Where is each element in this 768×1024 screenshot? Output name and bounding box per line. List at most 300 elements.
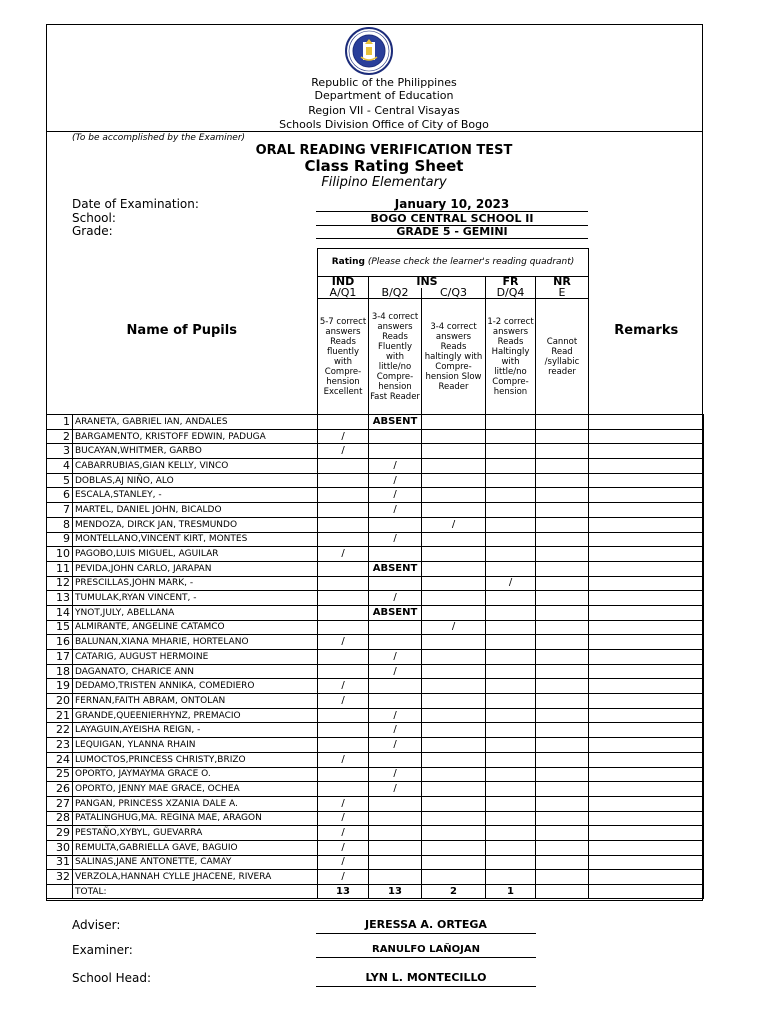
- remarks-cell: [589, 870, 704, 885]
- rating-cell: [536, 503, 589, 518]
- row-number: 8: [47, 517, 73, 532]
- table-row: [47, 840, 704, 855]
- row-number: 26: [47, 782, 73, 797]
- rating-cell: [369, 620, 422, 635]
- rating-cell: [422, 650, 486, 665]
- remarks-cell: [589, 767, 704, 782]
- rating-cell: [486, 664, 536, 679]
- rating-cell: [536, 635, 589, 650]
- row-number: 24: [47, 752, 73, 767]
- row-number: 22: [47, 723, 73, 738]
- row-number: 21: [47, 708, 73, 723]
- table-row: [47, 752, 704, 767]
- rating-cell: [422, 840, 486, 855]
- rating-cell: [422, 738, 486, 753]
- pupil-name: TUMULAK,RYAN VINCENT, -: [73, 591, 318, 606]
- rating-cell: [422, 782, 486, 797]
- rating-cell: [536, 459, 589, 474]
- name-of-pupils-header: Name of Pupils: [47, 249, 318, 415]
- rating-cell: [422, 473, 486, 488]
- row-number: 27: [47, 796, 73, 811]
- rating-cell: [318, 459, 369, 474]
- table-row: [47, 459, 704, 474]
- rating-cell: [422, 870, 486, 885]
- remarks-cell: [589, 620, 704, 635]
- check-mark: /: [318, 694, 369, 709]
- check-mark: /: [486, 576, 536, 591]
- check-mark: /: [318, 752, 369, 767]
- rating-table: [46, 248, 704, 899]
- pupil-name: YNOT,JULY, ABELLANA: [73, 605, 318, 620]
- table-row: [47, 708, 704, 723]
- rating-cell: [369, 429, 422, 444]
- remarks-cell: [589, 708, 704, 723]
- rating-cell: [486, 591, 536, 606]
- pupil-name: LUMOCTOS,PRINCESS CHRISTY,BRIZO: [73, 752, 318, 767]
- pupil-name: DOBLAS,AJ NIÑO, ALO: [73, 473, 318, 488]
- check-mark: /: [369, 782, 422, 797]
- check-mark: /: [422, 620, 486, 635]
- grade-label: Grade:: [72, 224, 113, 238]
- quadrant-b-q2: B/Q2: [369, 288, 422, 299]
- rating-cell: [536, 576, 589, 591]
- rating-cell: [369, 840, 422, 855]
- remarks-cell: [589, 650, 704, 665]
- remarks-cell: [589, 459, 704, 474]
- rating-cell: [486, 694, 536, 709]
- rating-cell: [369, 826, 422, 841]
- rating-cell: [486, 415, 536, 430]
- row-number: 7: [47, 503, 73, 518]
- table-row: [47, 811, 704, 826]
- rating-cell: [536, 840, 589, 855]
- table-row: [47, 444, 704, 459]
- desc-e: Cannot Read /syllabic reader: [536, 299, 589, 415]
- rating-cell: [486, 517, 536, 532]
- remarks-cell: [589, 561, 704, 576]
- table-row: [47, 503, 704, 518]
- rating-cell: [422, 415, 486, 430]
- rating-cell: [318, 532, 369, 547]
- pupil-name: LEQUIGAN, YLANNA RHAIN: [73, 738, 318, 753]
- school-head-name: LYN L. MONTECILLO: [316, 971, 536, 987]
- pupil-name: GRANDE,QUEENIERHYNZ, PREMACIO: [73, 708, 318, 723]
- row-number: 9: [47, 532, 73, 547]
- rating-cell: [486, 635, 536, 650]
- remarks-cell: [589, 517, 704, 532]
- check-mark: /: [318, 679, 369, 694]
- school-head-label: School Head:: [72, 971, 152, 985]
- check-mark: /: [318, 811, 369, 826]
- rating-cell: [318, 723, 369, 738]
- rating-cell: [536, 473, 589, 488]
- rating-cell: [536, 723, 589, 738]
- rating-cell: [318, 664, 369, 679]
- row-number: 28: [47, 811, 73, 826]
- rating-cell: [486, 444, 536, 459]
- examiner-label: Examiner:: [72, 943, 133, 957]
- check-mark: /: [318, 635, 369, 650]
- rating-cell: [422, 547, 486, 562]
- rating-cell: [318, 517, 369, 532]
- rating-cell: [369, 811, 422, 826]
- pupil-name: MARTEL, DANIEL JOHN, BICALDO: [73, 503, 318, 518]
- pupil-name: REMULTA,GABRIELLA GAVE, BAGUIO: [73, 840, 318, 855]
- table-row: [47, 605, 704, 620]
- remarks-cell: [589, 547, 704, 562]
- rating-cell: [536, 488, 589, 503]
- level-code-nr: NR: [536, 277, 589, 288]
- rating-cell: [369, 547, 422, 562]
- remarks-cell: [589, 591, 704, 606]
- table-row: [47, 796, 704, 811]
- rating-cell: [369, 517, 422, 532]
- rating-cell: [536, 782, 589, 797]
- rating-cell: [536, 547, 589, 562]
- form-subtitle: Class Rating Sheet: [304, 157, 464, 175]
- remarks-cell: [589, 444, 704, 459]
- check-mark: /: [422, 517, 486, 532]
- pupil-name: PESTAÑO,XYBYL, GUEVARRA: [73, 826, 318, 841]
- grade-value: GRADE 5 - GEMINI: [316, 225, 588, 239]
- rating-cell: [536, 767, 589, 782]
- rating-cell: [369, 870, 422, 885]
- check-mark: /: [369, 650, 422, 665]
- check-mark: /: [318, 855, 369, 870]
- remarks-cell: [589, 738, 704, 753]
- rating-cell: [536, 826, 589, 841]
- level-code-ind: IND: [318, 277, 369, 288]
- rating-cell: [486, 503, 536, 518]
- pupil-name: LAYAGUIN,AYEISHA REIGN, -: [73, 723, 318, 738]
- row-number: 20: [47, 694, 73, 709]
- rating-cell: [486, 620, 536, 635]
- pupil-name: PATALINGHUG,MA. REGINA MAE, ARAGON: [73, 811, 318, 826]
- check-mark: /: [369, 532, 422, 547]
- rating-cell: [536, 752, 589, 767]
- rating-cell: [536, 532, 589, 547]
- table-row: [47, 488, 704, 503]
- rating-cell: [486, 855, 536, 870]
- table-row: [47, 738, 704, 753]
- row-number: 13: [47, 591, 73, 606]
- rating-note: (Please check the learner's reading quadrant): [367, 257, 575, 267]
- remarks-cell: [589, 429, 704, 444]
- rating-cell: [486, 840, 536, 855]
- table-row: [47, 532, 704, 547]
- rating-cell: [369, 752, 422, 767]
- table-row: [47, 855, 704, 870]
- rating-cell: [318, 738, 369, 753]
- remarks-cell: [589, 576, 704, 591]
- check-mark: /: [318, 870, 369, 885]
- absent-mark: ABSENT: [369, 605, 422, 620]
- check-mark: /: [318, 429, 369, 444]
- rating-cell: [536, 870, 589, 885]
- rating-cell: [536, 796, 589, 811]
- table-row: [47, 826, 704, 841]
- check-mark: /: [318, 547, 369, 562]
- remarks-cell: [589, 855, 704, 870]
- table-row: [47, 694, 704, 709]
- rating-cell: [486, 826, 536, 841]
- header-divider: [46, 131, 703, 132]
- pupil-name: VERZOLA,HANNAH CYLLE JHACENE, RIVERA: [73, 870, 318, 885]
- remarks-cell: [589, 532, 704, 547]
- total-value: 1: [486, 885, 536, 899]
- rating-cell: [318, 415, 369, 430]
- pupil-name: PEVIDA,JOHN CARLO, JARAPAN: [73, 561, 318, 576]
- rating-cell: [486, 679, 536, 694]
- row-number: 31: [47, 855, 73, 870]
- header-line-1: Republic of the Philippines: [311, 76, 457, 89]
- rating-cell: [369, 796, 422, 811]
- total-label: TOTAL:: [73, 885, 318, 899]
- rating-cell: [486, 738, 536, 753]
- check-mark: /: [318, 444, 369, 459]
- quadrant-e: E: [536, 288, 589, 299]
- check-mark: /: [369, 708, 422, 723]
- rating-cell: [318, 782, 369, 797]
- table-row: [47, 870, 704, 885]
- check-mark: /: [369, 488, 422, 503]
- rating-cell: [422, 561, 486, 576]
- rating-cell: [318, 561, 369, 576]
- rating-cell: [536, 591, 589, 606]
- rating-cell: [422, 723, 486, 738]
- rating-cell: [422, 855, 486, 870]
- pupil-name: BALUNAN,XIANA MHARIE, HORTELANO: [73, 635, 318, 650]
- level-code-fr: FR: [486, 277, 536, 288]
- rating-cell: [486, 782, 536, 797]
- check-mark: /: [318, 826, 369, 841]
- check-mark: /: [369, 473, 422, 488]
- row-number: 11: [47, 561, 73, 576]
- desc-d-q4: 1-2 correct answers Reads Haltingly with little/no Compre- hension: [486, 299, 536, 415]
- rating-cell: [422, 532, 486, 547]
- level-code-ins: INS: [369, 277, 486, 288]
- remarks-cell: [589, 605, 704, 620]
- rating-cell: [318, 488, 369, 503]
- rating-cell: [422, 429, 486, 444]
- form-language: Filipino Elementary: [321, 175, 447, 190]
- row-number: 4: [47, 459, 73, 474]
- remarks-cell: [589, 694, 704, 709]
- rating-cell: [318, 620, 369, 635]
- row-number: 32: [47, 870, 73, 885]
- table-row: [47, 517, 704, 532]
- rating-cell: [536, 620, 589, 635]
- adviser-name: JERESSA A. ORTEGA: [316, 918, 536, 934]
- table-row: [47, 635, 704, 650]
- total-value: 13: [369, 885, 422, 899]
- rating-cell: [536, 708, 589, 723]
- total-value: 13: [318, 885, 369, 899]
- check-mark: /: [369, 664, 422, 679]
- row-number: 12: [47, 576, 73, 591]
- rating-cell: [486, 429, 536, 444]
- table-row: [47, 664, 704, 679]
- rating-cell: [486, 752, 536, 767]
- rating-cell: [318, 503, 369, 518]
- rating-cell: [422, 459, 486, 474]
- rating-cell: [369, 679, 422, 694]
- pupil-name: OPORTO, JAYMAYMA GRACE O.: [73, 767, 318, 782]
- rating-cell: [536, 605, 589, 620]
- row-number: 18: [47, 664, 73, 679]
- remarks-cell: [589, 826, 704, 841]
- pupil-name: CABARRUBIAS,GIAN KELLY, VINCO: [73, 459, 318, 474]
- table-row: [47, 473, 704, 488]
- rating-cell: [318, 767, 369, 782]
- school-label: School:: [72, 211, 116, 225]
- rating-cell: [486, 488, 536, 503]
- rating-cell: [318, 605, 369, 620]
- rating-cell: [486, 723, 536, 738]
- pupil-name: MONTELLANO,VINCENT KIRT, MONTES: [73, 532, 318, 547]
- rating-cell: [486, 532, 536, 547]
- rating-cell: [422, 796, 486, 811]
- rating-cell: [486, 473, 536, 488]
- pupil-name: BARGAMENTO, KRISTOFF EDWIN, PADUGA: [73, 429, 318, 444]
- table-row: [47, 415, 704, 430]
- rating-cell: [486, 650, 536, 665]
- totals-number-cell: [47, 885, 73, 899]
- rating-cell: [536, 429, 589, 444]
- rating-cell: [486, 605, 536, 620]
- rating-cell: [422, 591, 486, 606]
- remarks-cell: [589, 782, 704, 797]
- pupil-name: ALMIRANTE, ANGELINE CATAMCO: [73, 620, 318, 635]
- pupil-name: PRESCILLAS,JOHN MARK, -: [73, 576, 318, 591]
- rating-cell: [422, 811, 486, 826]
- form-title: ORAL READING VERIFICATION TEST: [255, 143, 513, 158]
- remarks-cell: [589, 796, 704, 811]
- pupil-name: SALINAS,JANE ANTONETTE, CAMAY: [73, 855, 318, 870]
- remarks-cell: [589, 752, 704, 767]
- school-value: BOGO CENTRAL SCHOOL II: [316, 211, 588, 226]
- remarks-cell: [589, 473, 704, 488]
- rating-cell: [486, 811, 536, 826]
- rating-cell: [536, 517, 589, 532]
- header-line-4: Schools Division Office of City of Bogo: [279, 118, 489, 131]
- rating-cell: [486, 708, 536, 723]
- rating-cell: [422, 708, 486, 723]
- rating-cell: [486, 870, 536, 885]
- rating-cell: [318, 576, 369, 591]
- remarks-cell: [589, 840, 704, 855]
- table-row: [47, 576, 704, 591]
- rating-label: Rating: [331, 257, 365, 267]
- row-number: 23: [47, 738, 73, 753]
- rating-cell: [369, 855, 422, 870]
- remarks-cell: [589, 664, 704, 679]
- table-row: [47, 561, 704, 576]
- pupil-name: ESCALA,STANLEY, -: [73, 488, 318, 503]
- check-mark: /: [369, 591, 422, 606]
- rating-cell: [369, 444, 422, 459]
- row-number: 17: [47, 650, 73, 665]
- remarks-cell: [589, 635, 704, 650]
- pupil-name: FERNAN,FAITH ABRAM, ONTOLAN: [73, 694, 318, 709]
- rating-cell: [422, 635, 486, 650]
- date-value: January 10, 2023: [394, 197, 510, 211]
- pupil-name: BUCAYAN,WHITMER, GARBO: [73, 444, 318, 459]
- rating-cell: [536, 444, 589, 459]
- row-number: 1: [47, 415, 73, 430]
- row-number: 14: [47, 605, 73, 620]
- header-line-3: Region VII - Central Visayas: [308, 104, 460, 117]
- absent-mark: ABSENT: [369, 561, 422, 576]
- row-number: 10: [47, 547, 73, 562]
- pupil-name: PAGOBO,LUIS MIGUEL, AGUILAR: [73, 547, 318, 562]
- pupil-name: PANGAN, PRINCESS XZANIA DALE A.: [73, 796, 318, 811]
- total-value: [536, 885, 589, 899]
- rating-cell: [536, 694, 589, 709]
- remarks-cell: [589, 679, 704, 694]
- adviser-label: Adviser:: [72, 918, 121, 932]
- remarks-cell: [589, 488, 704, 503]
- row-number: 3: [47, 444, 73, 459]
- check-mark: /: [369, 738, 422, 753]
- row-number: 6: [47, 488, 73, 503]
- rating-cell: [486, 767, 536, 782]
- row-number: 30: [47, 840, 73, 855]
- rating-cell: [536, 855, 589, 870]
- table-row: [47, 591, 704, 606]
- rating-cell: [486, 547, 536, 562]
- rating-cell: [536, 415, 589, 430]
- remarks-cell: [589, 503, 704, 518]
- totals-row: [47, 885, 704, 899]
- desc-c-q3: 3-4 correct answers Reads haltingly with Compre- hension Slow Reader: [422, 299, 486, 415]
- rating-cell: [422, 767, 486, 782]
- row-number: 29: [47, 826, 73, 841]
- rating-cell: [486, 796, 536, 811]
- remarks-cell: [589, 415, 704, 430]
- desc-a-q1: 5-7 correct answers Reads fluently with Compre- hension Excellent: [318, 299, 369, 415]
- quadrant-d-q4: D/Q4: [486, 288, 536, 299]
- rating-cell: [318, 473, 369, 488]
- rating-cell: [422, 826, 486, 841]
- row-number: 25: [47, 767, 73, 782]
- remarks-cell: [589, 811, 704, 826]
- pupil-name: OPORTO, JENNY MAE GRACE, OCHEA: [73, 782, 318, 797]
- rating-cell: [486, 459, 536, 474]
- table-row: [47, 679, 704, 694]
- pupil-name: ARANETA, GABRIEL IAN, ANDALES: [73, 415, 318, 430]
- remarks-cell: [589, 723, 704, 738]
- rating-cell: [536, 650, 589, 665]
- pupil-name: MENDOZA, DIRCK JAN, TRESMUNDO: [73, 517, 318, 532]
- row-number: 5: [47, 473, 73, 488]
- rating-cell: [536, 811, 589, 826]
- rating-cell: [536, 738, 589, 753]
- check-mark: /: [318, 796, 369, 811]
- header-line-2: Department of Education: [314, 89, 454, 102]
- pupil-name: DAGANATO, CHARICE ANN: [73, 664, 318, 679]
- rating-cell: [422, 576, 486, 591]
- quadrant-a-q1: A/Q1: [318, 288, 369, 299]
- rating-cell: [318, 708, 369, 723]
- row-number: 15: [47, 620, 73, 635]
- rating-cell: [422, 694, 486, 709]
- desc-b-q2: 3-4 correct answers Reads Fluently with little/no Compre- hension Fast Reader: [369, 299, 422, 415]
- remarks-cell: [589, 885, 704, 899]
- pupil-name: CATARIG, AUGUST HERMOINE: [73, 650, 318, 665]
- rating-cell: [536, 561, 589, 576]
- date-label: Date of Examination:: [72, 197, 199, 211]
